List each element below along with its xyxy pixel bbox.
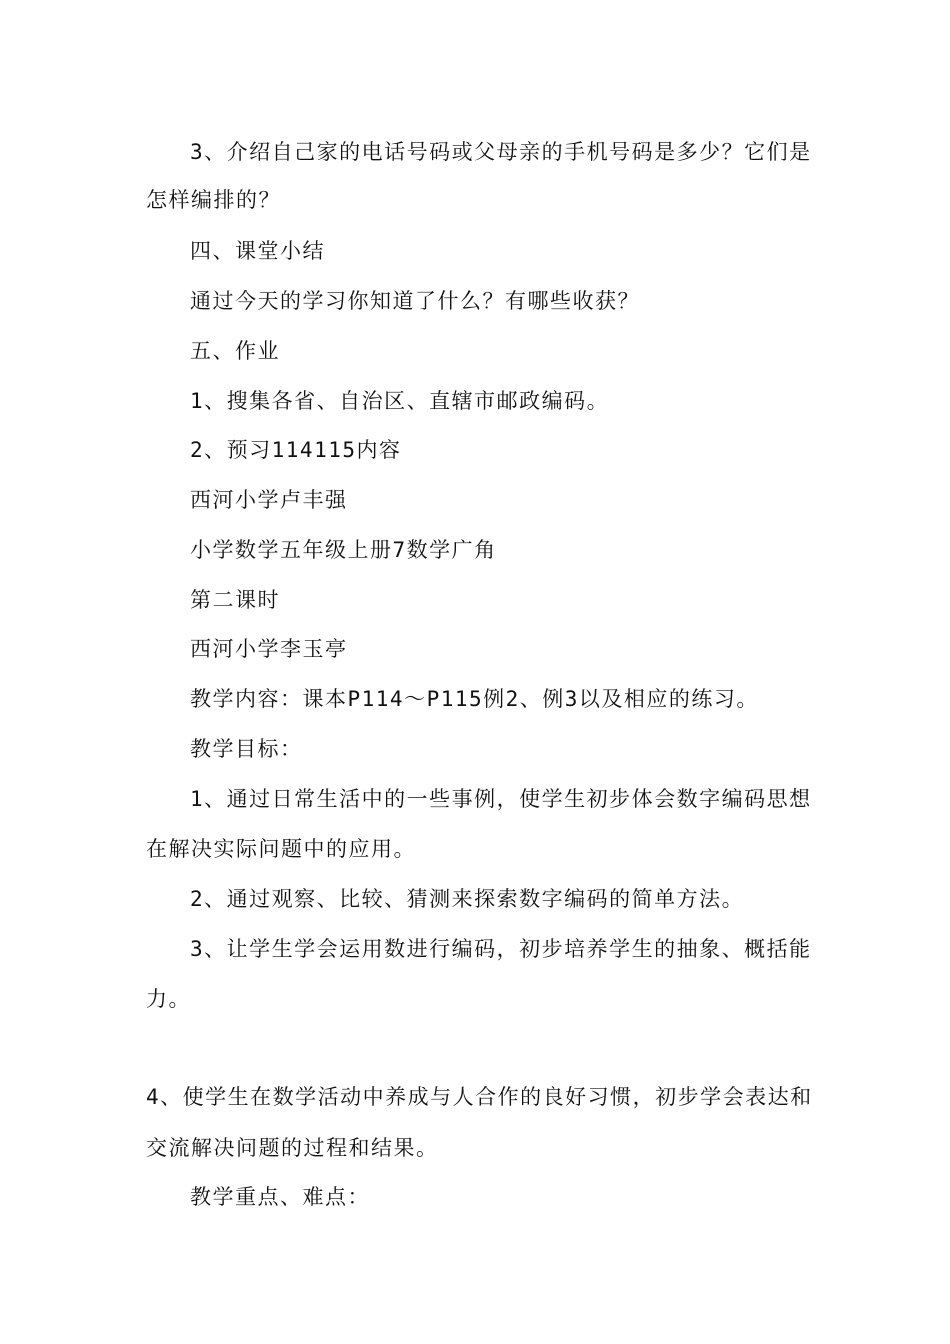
text-line: 4、使学生在数学活动中养成与人合作的良好习惯，初步学会表达和 (146, 1085, 813, 1109)
text-line: 3、让学生学会运用数进行编码，初步培养学生的抽象、概括能 (190, 937, 812, 961)
section-heading: 五、作业 (190, 339, 280, 363)
text-line: 西河小学卢丰强 (190, 488, 348, 512)
text-line: 力。 (146, 987, 191, 1011)
section-heading: 教学重点、难点： (190, 1185, 370, 1209)
text-line: 通过今天的学习你知道了什么？有哪些收获？ (190, 289, 640, 313)
text-line: 小学数学五年级上册7数学广角 (190, 538, 497, 562)
text-line: 交流解决问题的过程和结果。 (146, 1136, 439, 1160)
text-line: 2、预习114115内容 (190, 438, 402, 462)
text-line: 怎样编排的？ (146, 188, 281, 212)
text-line: 教学目标： (190, 737, 303, 761)
section-heading: 四、课堂小结 (190, 239, 325, 263)
text-line: 2、通过观察、比较、猜测来探索数字编码的简单方法。 (190, 887, 745, 911)
text-line: 第二课时 (190, 588, 280, 612)
text-line: 教学内容：课本P114～P115例2、例3以及相应的练习。 (190, 687, 759, 711)
text-line: 1、搜集各省、自治区、直辖市邮政编码。 (190, 389, 610, 413)
text-line: 在解决实际问题中的应用。 (146, 837, 416, 861)
text-line: 3、介绍自己家的电话号码或父母亲的手机号码是多少？它们是 (190, 140, 812, 164)
text-line: 西河小学李玉亭 (190, 637, 348, 661)
text-line: 1、通过日常生活中的一些事例，使学生初步体会数字编码思想 (190, 787, 812, 811)
